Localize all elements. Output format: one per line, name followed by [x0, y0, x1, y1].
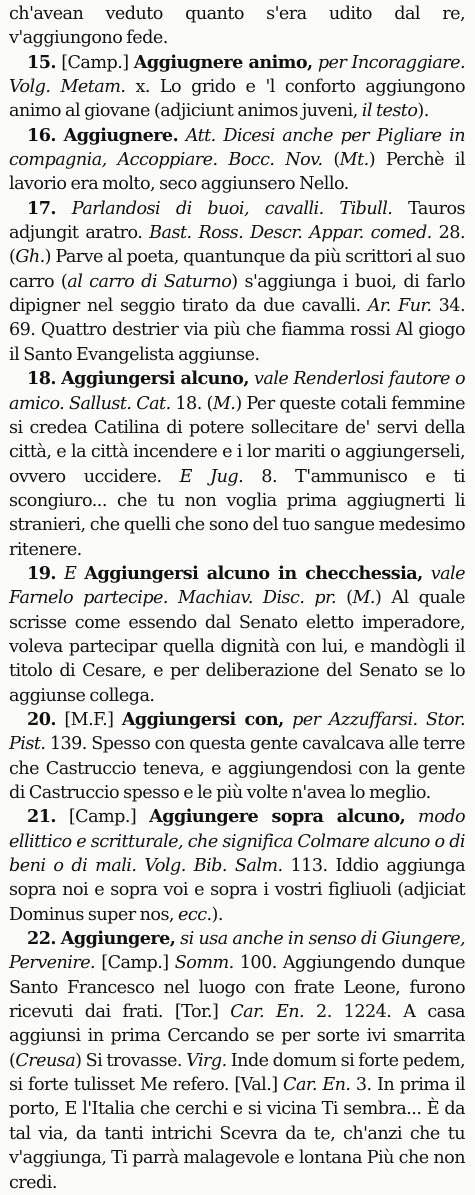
italic-text: Mt.: [339, 150, 369, 171]
text-run: x. Lo grido e 'l conforto aggiungono animo al giovane (adjiciunt animos juveni,: [9, 77, 466, 122]
italic-text: Car. En.: [230, 1002, 305, 1023]
entry-number: 19.: [27, 562, 56, 584]
text-run: [Camp.]: [55, 807, 150, 828]
text-run: (: [322, 150, 340, 171]
italic-text: Ar. Fur.: [367, 296, 432, 317]
headword: Aggiugnere animo,: [133, 51, 313, 73]
text-run: [Camp.]: [55, 52, 134, 73]
italic-text: ecc.: [178, 904, 212, 925]
text-run: ) Parve al poeta, quantunque da più scrittori al suo carro (: [9, 247, 465, 292]
text-run: ).: [211, 904, 223, 925]
text-run: (: [336, 588, 353, 609]
entry-number: 20.: [27, 708, 56, 730]
entry-number: 17.: [27, 197, 56, 219]
italic-text: Parlandosi di buoi, cavalli. Tibull.: [55, 198, 393, 219]
headword: Aggiungersi con,: [121, 708, 284, 730]
italic-text: Virg.: [186, 1050, 227, 1071]
italic-text: il testo: [361, 101, 418, 122]
entry-18: [9, 367, 465, 562]
italic-text: Somm.: [174, 953, 234, 974]
italic-text: Bast. Ross. Descr. Appar. comed.: [149, 223, 432, 244]
italic-text: vale Farnelo partecipe. Machiav. Disc. pr.: [9, 563, 465, 609]
text-run: 8. T'ammunisco e ti scongiuro... che tu non voglia prima aggiugnerti li stranieri, che quelli che sono del tuo sangue medesimo ritenere.: [9, 466, 465, 560]
entry-19: [9, 562, 465, 708]
text-run: ) s'aggiunga i buoi, di farlo dipigner nel seggio tirato da due cavalli.: [9, 271, 465, 317]
italic-text: E: [55, 563, 85, 584]
italic-text: si usa anche in senso di Giungere, Pervenire.: [9, 929, 466, 974]
text-run: 18. (: [170, 393, 213, 414]
italic-text: modo ellittico e scritturale, che significa Colmare alcuno o di beni o di mali. Volg. Bib. Salm.: [9, 807, 465, 877]
text-run: 34. 69. Quattro destrier via più che fiamma rossi Al giogo il Santo Evangelista aggiunse.: [9, 296, 465, 365]
text-run: 3. In prima il porto, E l'Italia che cerchi e si vicina Ti sembra... È da tal via, da tanti intrichi Scevra da te, ch'anzi che tu v'aggiunga, Ti parrà malagevole e lontana Più che non credi.: [9, 1075, 465, 1193]
text-run: [Camp.]: [95, 953, 175, 974]
entry-16: [9, 124, 465, 197]
text-run: 113. Iddio aggiunga sopra noi e sopra voi e sopra i vostri figliuoli (adjiciat Dominus super nos,: [9, 856, 466, 925]
entry-number: 16.: [27, 124, 56, 146]
entry-20: [9, 708, 465, 805]
entry-continuation: [9, 2, 465, 51]
italic-text: M.: [352, 588, 375, 609]
italic-text: M.: [212, 393, 236, 414]
text-run: 100. Aggiungendo dunque Santo Francesco nel luogo con frate Leone, furono ricevuti dai frati. [Tor.]: [9, 953, 466, 1023]
headword: Aggiugnere.: [63, 124, 179, 146]
headword: Aggiungere sopra alcuno,: [149, 806, 406, 828]
entry-17: [9, 197, 465, 367]
text-run: ) Perchè il lavorio era molto, seco aggiunsero Nello.: [9, 150, 465, 195]
text-run: ).: [417, 101, 429, 122]
headword: Aggiungersi alcuno,: [61, 368, 249, 390]
text-run: ch'avean veduto quanto s'era udito dal re, v'aggiungono fede.: [9, 4, 465, 49]
text-run: 139. Spesso con questa gente cavalcava alle terre che Castruccio teneva, e aggiungendosi con la gente di Castruccio spesso e le più volte n'avea lo meglio.: [9, 734, 465, 803]
text-run: ) Al quale scrisse come essendo dal Senato eletto imperadore, voleva partecipar quella dignità con lui, e mandògli il titolo di Cesare, e per deliberazione del Senato se lo aggiunse collega.: [9, 588, 465, 706]
italic-text: per Azzuffarsi. Stor. Pist.: [9, 709, 465, 755]
italic-text: Car. En.: [283, 1075, 351, 1096]
text-run: 28. (: [9, 223, 465, 268]
text-run: [M.F.]: [55, 709, 122, 730]
italic-text: Att. Dicesi anche per Pigliare in compagnia, Accoppiare. Bocc. Nov.: [9, 125, 465, 171]
text-run: Inde domum si forte pedem, si forte tulisset Me refero. [Val.]: [9, 1050, 465, 1096]
italic-text: Gh.: [15, 247, 45, 268]
text-run: ) Si trovasse.: [75, 1050, 187, 1071]
italic-text: Creusa: [15, 1050, 76, 1071]
entry-15: [9, 51, 465, 124]
entry-number: 15.: [27, 51, 56, 73]
italic-text: E Jug.: [179, 466, 244, 487]
text-run: [56, 126, 64, 146]
entry-number: 18.: [27, 368, 56, 390]
text-run: 2. 1224. A casa aggiunsi in prima Cercando se per sorte ivi smarrita (: [9, 1002, 465, 1071]
italic-text: vale Renderlosi fautore o amico. Sallust. Cat.: [9, 369, 465, 414]
text-run: ) Per queste cotali femmine si credea Catilina di potere sollecitare de' servi della città, e la città incendere e i lor mariti o aggiungerseli, ovvero uccidere.: [9, 393, 465, 487]
entry-21: [9, 805, 465, 927]
italic-text: al carro di Saturno: [67, 271, 232, 292]
entry-number: 22.: [27, 928, 56, 950]
headword: Aggiungere,: [60, 928, 176, 950]
italic-text: per Incoraggiare. Volg. Metam.: [9, 52, 466, 98]
entry-number: 21.: [27, 806, 56, 828]
text-run: Tauros adjungit aratro.: [9, 198, 466, 244]
entry-22: [9, 927, 465, 1195]
headword: Aggiungersi alcuno in checchessia,: [84, 562, 423, 584]
